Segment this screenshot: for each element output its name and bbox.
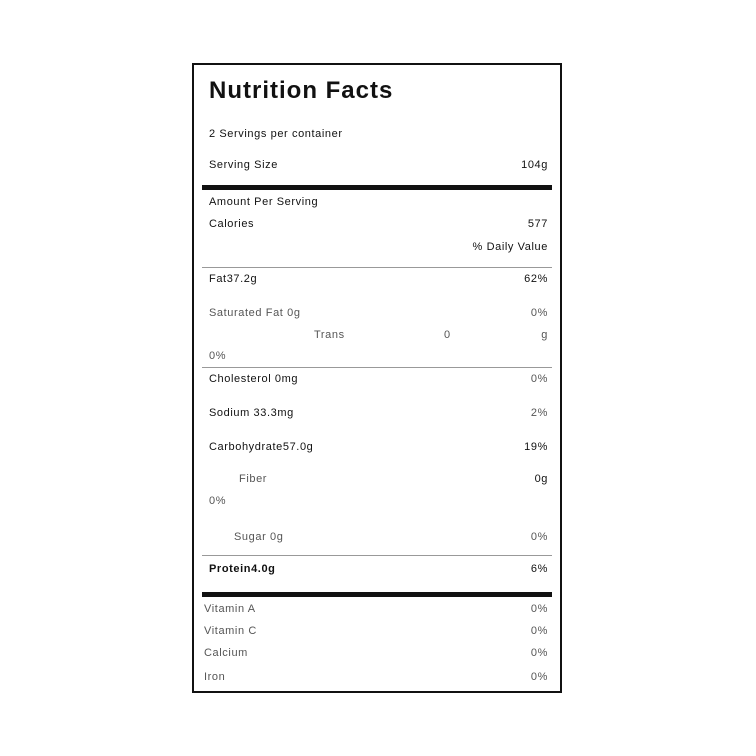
thick-divider (202, 592, 552, 597)
nutrient-amount-fiber: 0g (534, 473, 548, 485)
calcium-label: Calcium (204, 647, 248, 659)
nutrient-label-trans-fat: Trans (314, 329, 345, 341)
serving-size-label: Serving Size (209, 159, 278, 171)
nutrient-label-sugar: Sugar 0g (234, 531, 284, 543)
nutrient-dv-saturated-fat: 0% (530, 307, 548, 319)
nutrient-dv-protein: 6% (530, 563, 548, 575)
servings-per-container: 2 Servings per container (209, 128, 343, 140)
nutrient-label-carbohydrate: Carbohydrate57.0g (209, 441, 314, 453)
nutrient-label-protein: Protein4.0g (209, 563, 276, 575)
vitamin-c-dv: 0% (530, 625, 548, 637)
nutrient-label-saturated-fat: Saturated Fat 0g (209, 307, 301, 319)
nutrient-dv-fiber: 0% (209, 495, 227, 507)
divider (202, 367, 552, 368)
nutrition-label (192, 63, 562, 693)
amount-per-serving: Amount Per Serving (209, 196, 319, 208)
calories-label: Calories (209, 218, 255, 230)
calories-value: 577 (527, 218, 548, 230)
iron-dv: 0% (530, 671, 548, 683)
label-title: Nutrition Facts (209, 77, 394, 104)
nutrient-label-sodium: Sodium 33.3mg (209, 407, 294, 419)
thick-divider (202, 185, 552, 190)
divider (202, 267, 552, 268)
nutrient-label-fat: Fat37.2g (209, 273, 258, 285)
nutrient-dv-fat: 62% (524, 273, 548, 285)
vitamin-a-label: Vitamin A (204, 603, 256, 615)
nutrient-amount-trans-fat: 0 (444, 329, 451, 341)
divider (202, 555, 552, 556)
iron-label: Iron (204, 671, 226, 683)
vitamin-c-label: Vitamin C (204, 625, 257, 637)
daily-value-header: % Daily Value (472, 241, 548, 253)
nutrient-dv-sugar: 0% (530, 531, 548, 543)
nutrient-label-fiber: Fiber (239, 473, 268, 485)
nutrient-dv-sodium: 2% (530, 407, 548, 419)
vitamin-a-dv: 0% (530, 603, 548, 615)
calcium-dv: 0% (530, 647, 548, 659)
nutrient-label-cholesterol: Cholesterol 0mg (209, 373, 299, 385)
nutrient-dv-cholesterol: 0% (530, 373, 548, 385)
nutrient-unit-trans-fat: g (541, 329, 548, 341)
nutrient-dv-trans-fat: 0% (209, 350, 227, 362)
serving-size-value: 104g (521, 159, 548, 171)
nutrient-dv-carbohydrate: 19% (524, 441, 548, 453)
